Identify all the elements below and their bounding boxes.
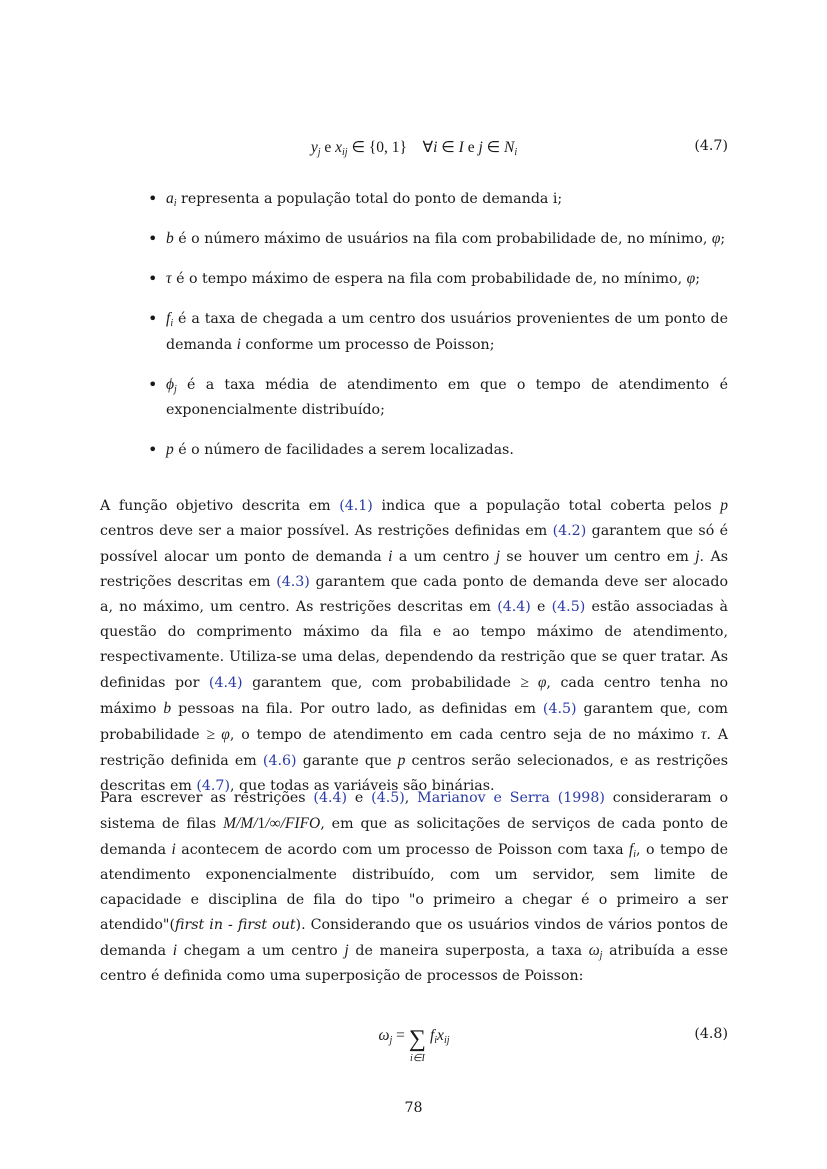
paragraph-objective: A função objetivo descrita em (4.1) indica que a população total coberta pelos p centros deve ser a maior possível. As restrições definidas em (4.2) garantem que só é possível alocar um ponto de demanda i a um centro j se houver um centro em j. As restrições descritas em (4.3) garantem que cada ponto de demanda deve ser alocado a, no máximo, um centro. As restrições descritas em (4.4) e (4.5) estão associadas à questão do comprimento máximo da fila e ao tempo máximo de atendimento, respectivamente. Utiliza-se uma delas, dependendo da restrição que se quer tratar. As definidas por (4.4) garantem que, com probabilidade ≥ φ, cada centro tenha no máximo b pessoas na fila. Por outro lado, as definidas em (4.5) garantem que, com probabilidade ≥ φ, o tempo de atendimento em cada centro seja de no máximo τ. A restrição definida em (4.6) garante que p centros serão selecionados, e as restrições descritas em (4.7), que todas as variáveis são binárias. [100,497,729,794]
emphasis-fifo: first in - first out [175,917,296,933]
definition-item: • $\phi_j$ é a taxa média de atendimento em que o tempo de atendimento é exponencialmente distribuído; [148,372,728,423]
equation-4-7-body: $y_j$ e $x_{ij}$ ∈ {0, 1} ∀i ∈ I e j ∈ $N_i$ [310,139,518,158]
equation-ref-link[interactable]: (4.4) [313,790,348,806]
citation-link[interactable]: Marianov e Serra (1998) [417,790,605,806]
definition-item: • τ é o tempo máximo de espera na fila com probabilidade de, no mínimo, φ; [148,266,728,292]
sum-operator: ∑ i∈I [408,1026,426,1064]
equation-4-8-body: $\omega_j$ = ∑ i∈I $f_ix_{ij}$ [378,1026,450,1064]
definition-item: • p é o número de facilidades a serem localizadas. [148,437,728,463]
definition-item: • $f_i$ é a taxa de chegada a um centro dos usuários provenientes de um ponto de demanda i conforme um processo de Poisson; [148,306,728,358]
equation-ref-link[interactable]: (4.5) [551,599,586,615]
definition-item: • b é o número máximo de usuários na fila com probabilidade de, no mínimo, φ; [148,226,728,252]
equation-ref-link[interactable]: (4.7) [196,778,230,794]
paragraph-queue-system: Para escrever as restrições (4.4) e (4.5), Marianov e Serra (1998) consideraram o sistema de filas M/M/1/∞/FIFO, em que as solicitações de serviços de cada ponto de demanda i acontecem de acordo com um processo de Poisson com taxa $f_i$, o tempo de atendimento exponencialmente distribuído, com um servidor, sem limite de capacidade e disciplina de fila do tipo "o primeiro a chegar é o primeiro a ser atendido"(first in - first out). Considerando que os usuários vindos de vários pontos de demanda i chegam a um centro j de maneira superposta, a taxa $\omega_j$ atribuída a esse centro é definida como uma superposição de processos de Poisson: [100,790,729,984]
equation-ref-link[interactable]: (4.2) [552,523,587,539]
equation-ref-link[interactable]: (4.1) [339,498,373,514]
definition-item: • $a_i$ representa a população total do ponto de demanda i; [148,186,728,212]
equation-ref-link[interactable]: (4.3) [276,574,310,590]
equation-4-8-number: (4.8) [694,1026,728,1042]
equation-ref-link[interactable]: (4.5) [542,701,577,717]
equation-ref-link[interactable]: (4.4) [497,599,531,615]
definition-list [148,186,728,463]
equation-4-7 [100,138,728,168]
page-number: 78 [404,1100,423,1116]
equation-ref-link[interactable]: (4.4) [208,675,243,691]
equation-4-8 [100,1026,728,1064]
equation-4-7-number: (4.7) [694,138,728,154]
equation-ref-link[interactable]: (4.6) [262,753,297,769]
equation-ref-link[interactable]: (4.5) [371,790,405,806]
